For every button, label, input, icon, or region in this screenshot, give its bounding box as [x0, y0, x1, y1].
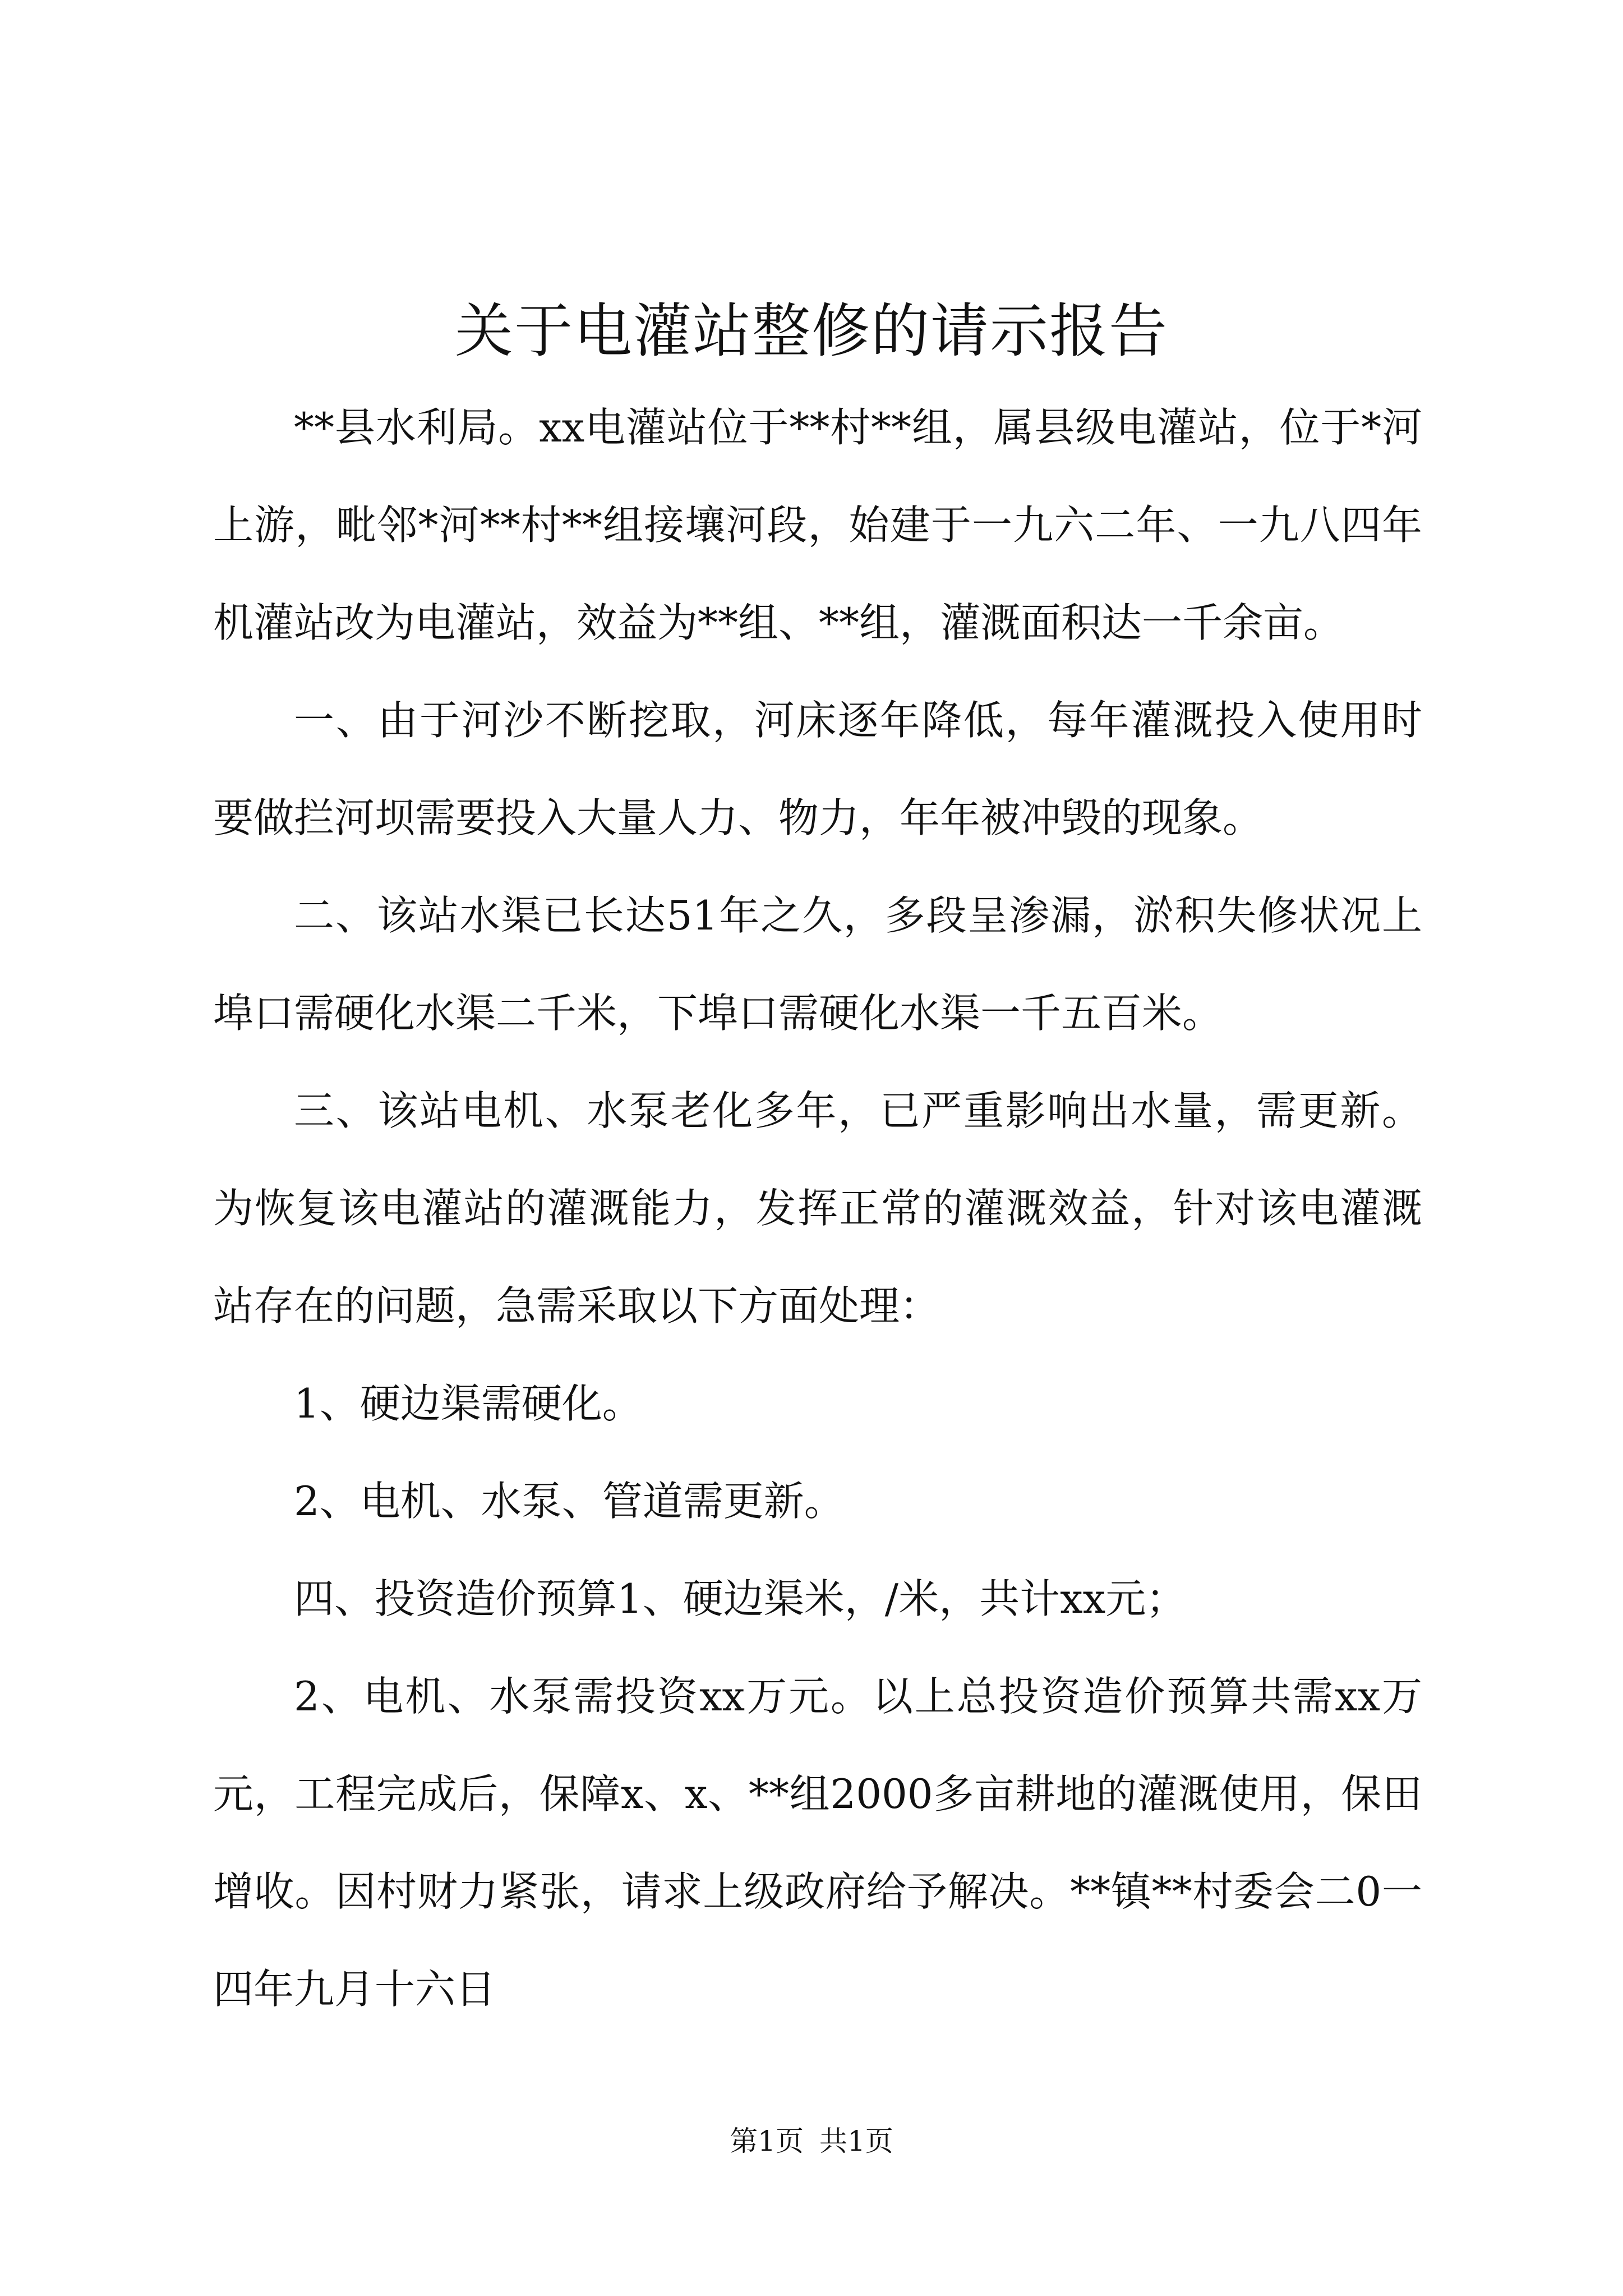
paragraph-closing: 2、电机、水泵需投资xx万元。以上总投资造价预算共需xx万元，工程完成后，保障x、x、**组2000多亩耕地的灌溉使用，保田增收。因村财力紧张，请求上级政府给予解决。**镇**村委会二0一四年九月十六日 — [213, 1673, 1422, 2013]
page-footer — [0, 2122, 1623, 2161]
paragraph-item-2: 二、该站水渠已长达51年之久，多段呈渗漏，淤积失修状况上埠口需硬化水渠二千米，下埠口需硬化水渠一千五百米。 — [213, 892, 1422, 1037]
paragraph-measure-1: 1、硬边渠需硬化。 — [294, 1380, 643, 1427]
paragraph-item-4: 四、投资造价预算1、硬边渠米，/米，共计xx元； — [294, 1575, 1187, 1622]
page-total: 共1页 — [819, 2125, 893, 2157]
document-body — [213, 379, 1422, 2038]
paragraph-measure-2: 2、电机、水泵、管道需更新。 — [294, 1478, 845, 1525]
page-number: 第1页 — [730, 2125, 804, 2157]
page-title: 关于电灌站整修的请示报告 — [454, 297, 1168, 365]
paragraph-item-3: 三、该站电机、水泵老化多年，已严重影响出水量，需更新。为恢复该电灌站的灌溉能力，发挥正常的灌溉效益，针对该电灌溉站存在的问题，急需采取以下方面处理： — [213, 1087, 1422, 1329]
paragraph-intro: **县水利局。xx电灌站位于**村**组，属县级电灌站，位于*河上游，毗邻*河**村**组接壤河段，始建于一九六二年、一九八四年机灌站改为电灌站，效益为**组、**组，灌溉面积达一千余亩。 — [213, 404, 1422, 646]
paragraph-item-1: 一、由于河沙不断挖取，河床逐年降低，每年灌溉投入使用时要做拦河坝需要投入大量人力、物力，年年被冲毁的现象。 — [213, 697, 1422, 841]
